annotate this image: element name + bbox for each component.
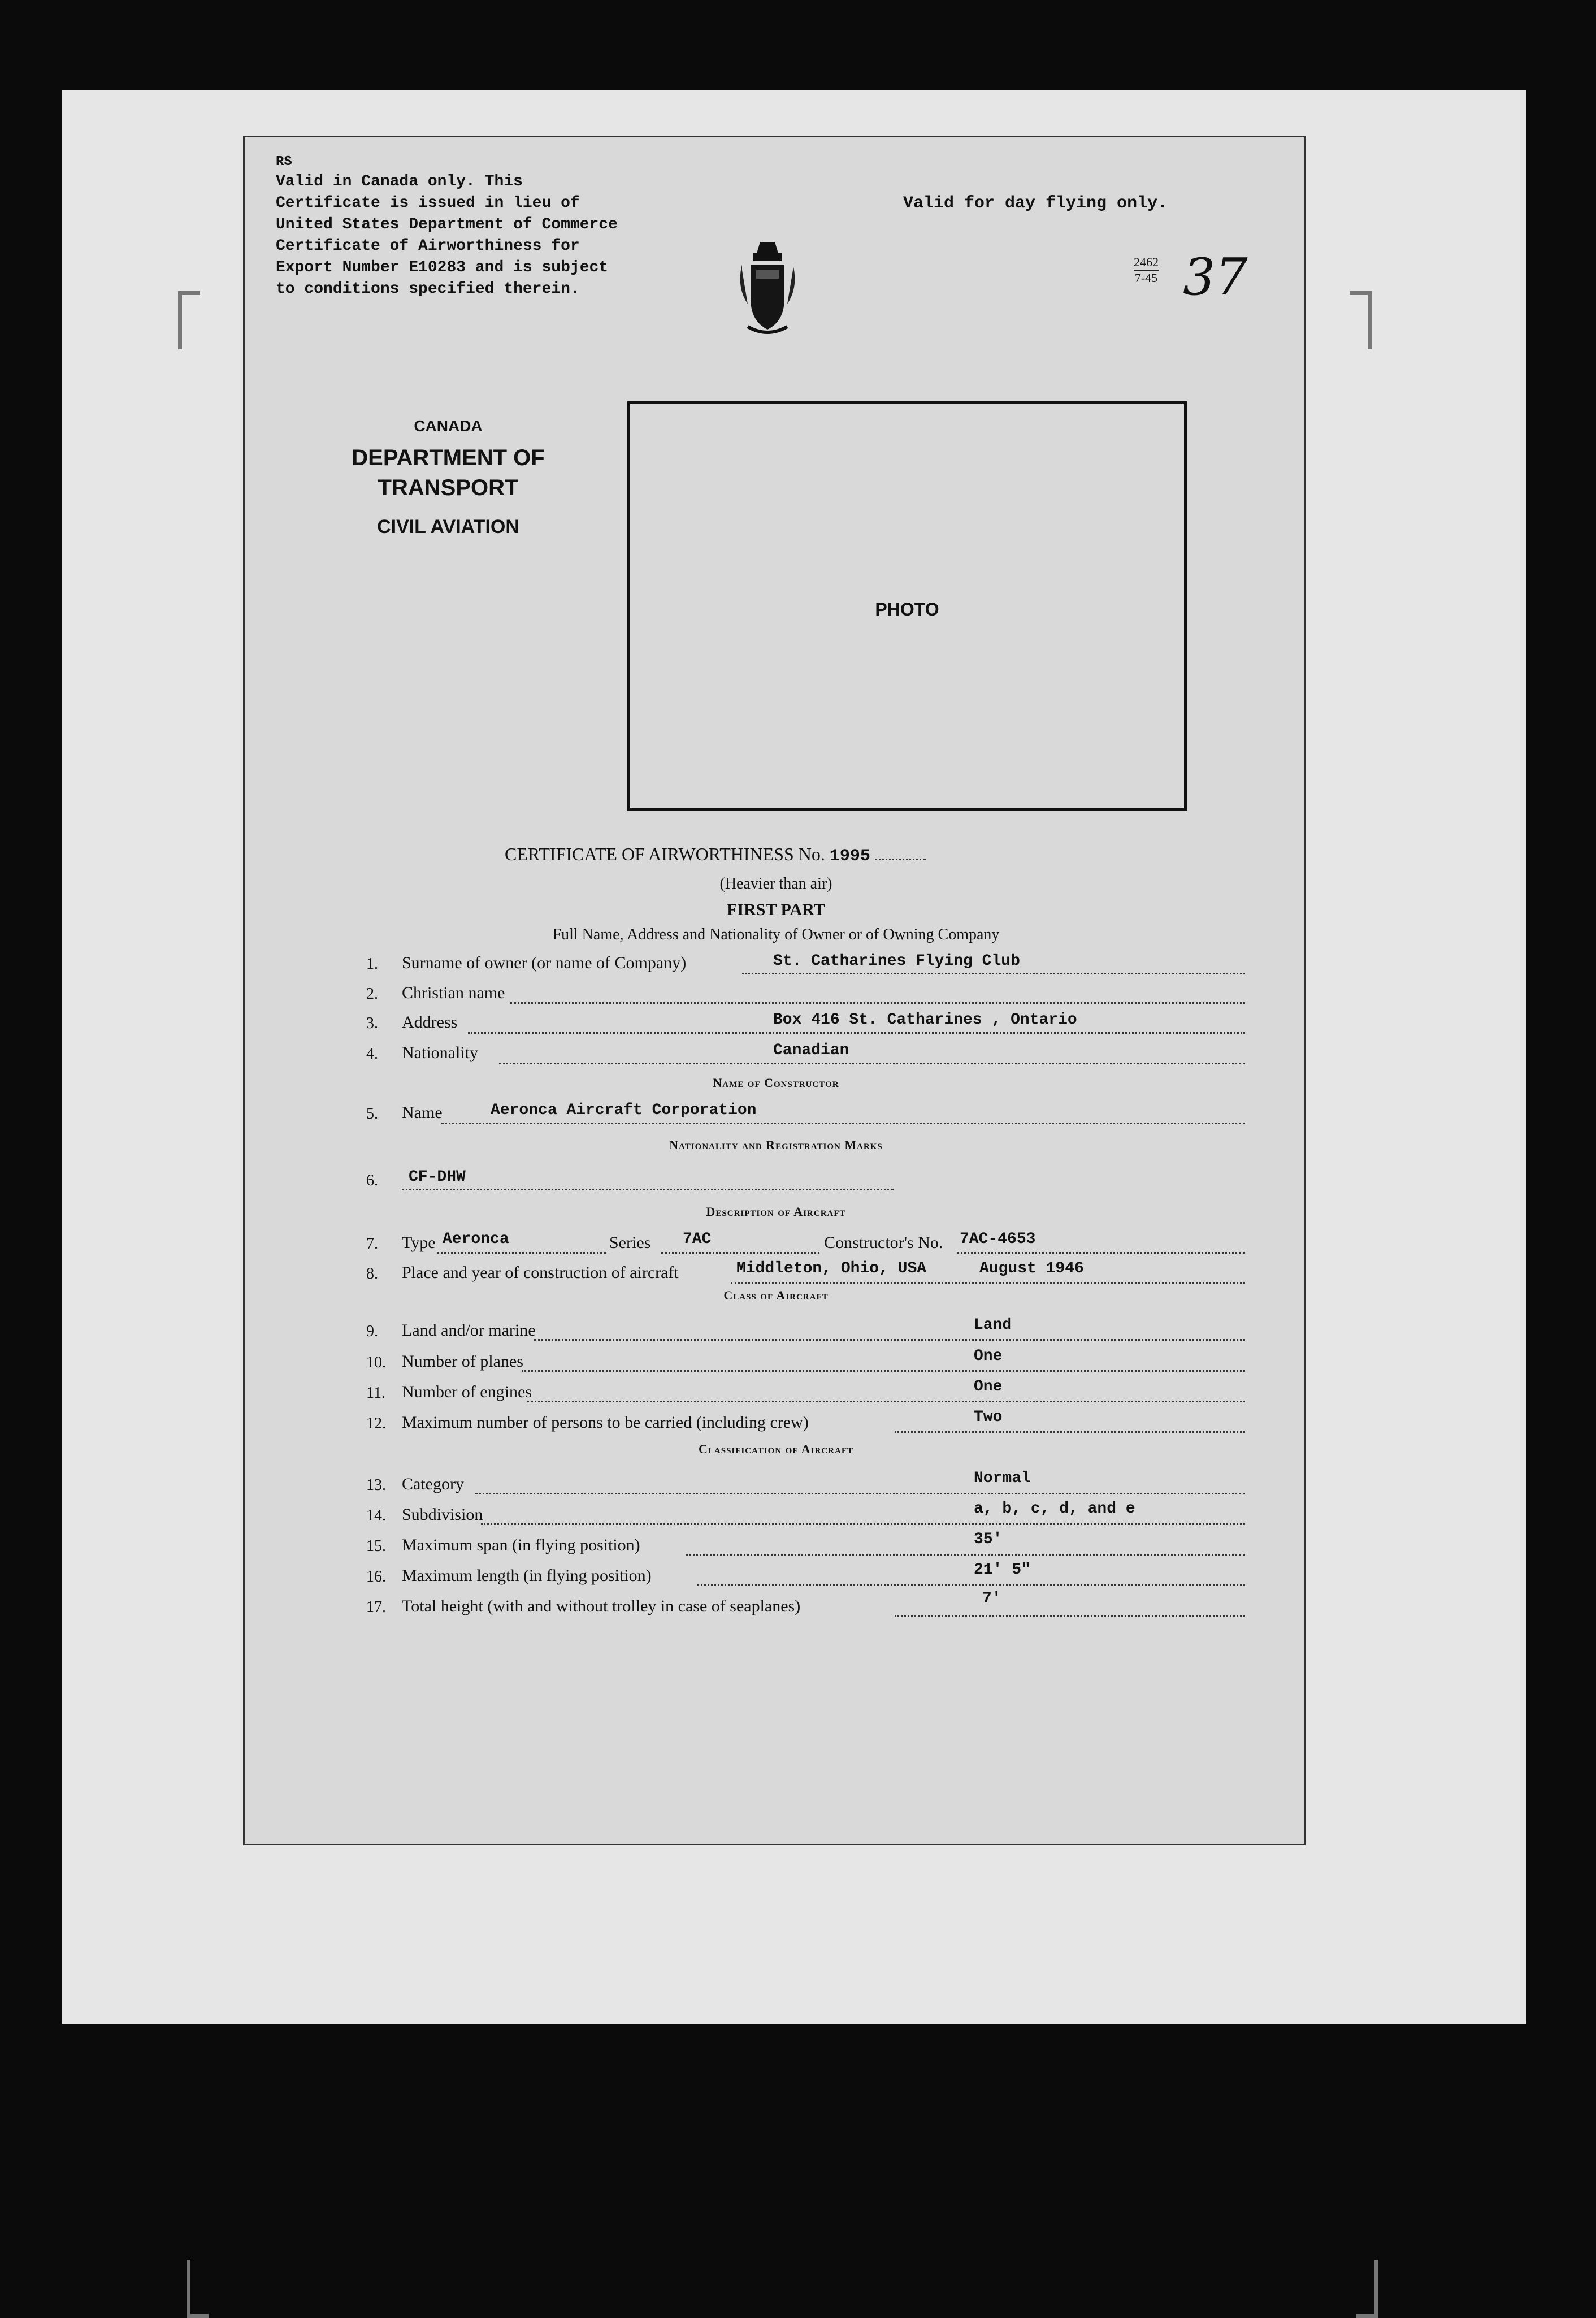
registration-value: CF-DHW <box>409 1168 466 1186</box>
dotted-line <box>686 1554 1245 1556</box>
field-label: Type <box>402 1233 436 1252</box>
span-value: 35' <box>974 1531 1003 1548</box>
constructor-no-value: 7AC-4653 <box>960 1231 1036 1248</box>
department-line2: TRANSPORT <box>378 475 519 500</box>
dotted-line <box>661 1252 819 1254</box>
field-number: 9. <box>366 1323 378 1340</box>
engines-value: One <box>974 1378 1003 1396</box>
field-number: 15. <box>366 1537 386 1555</box>
subdivision-value: a, b, c, d, and e <box>974 1500 1135 1518</box>
field-label: Category <box>402 1475 464 1493</box>
dotted-line <box>697 1584 1245 1586</box>
field-number: 1. <box>366 955 378 973</box>
section-description: Description of Aircraft <box>706 1205 846 1219</box>
field-label: Land and/or marine <box>402 1321 536 1340</box>
field-label: Surname of owner (or name of Company) <box>402 954 687 972</box>
field-number: 11. <box>366 1384 385 1402</box>
field-label: Maximum length (in flying position) <box>402 1566 652 1585</box>
dotted-line <box>895 1431 1245 1433</box>
dotted-line <box>499 1063 1245 1064</box>
field-number: 8. <box>366 1265 378 1283</box>
length-value: 21' 5" <box>974 1561 1031 1579</box>
field-label: Subdivision <box>402 1505 483 1524</box>
validity-line: Valid in Canada only. This <box>276 173 523 190</box>
certificate-title-text: CERTIFICATE OF AIRWORTHINESS No. <box>505 844 825 864</box>
owner-value: St. Catharines Flying Club <box>773 952 1020 970</box>
day-flying-note: Valid for day flying only. <box>903 194 1168 213</box>
form-number <box>1134 255 1159 285</box>
constructor-value: Aeronca Aircraft Corporation <box>491 1102 757 1119</box>
series-value: 7AC <box>683 1231 712 1248</box>
validity-line: United States Department of Commerce <box>276 216 618 233</box>
section-constructor: Name of Constructor <box>713 1076 839 1090</box>
certificate-title <box>505 844 926 866</box>
field-number: 4. <box>366 1045 378 1063</box>
validity-line: Export Number E10283 and is subject <box>276 259 609 276</box>
height-value: 7' <box>982 1590 1001 1608</box>
photo-box <box>627 401 1187 811</box>
form-code: RS <box>276 154 292 170</box>
country-label: CANADA <box>414 417 483 435</box>
field-number: 16. <box>366 1568 386 1585</box>
coat-of-arms-icon <box>731 236 804 338</box>
certificate-page <box>243 136 1306 1845</box>
crop-mark-top-left <box>178 291 200 349</box>
department-line1: DEPARTMENT OF <box>352 445 545 470</box>
field-number: 2. <box>366 985 378 1003</box>
photo-label: PHOTO <box>875 599 939 619</box>
field-number: 17. <box>366 1598 386 1616</box>
section-class: Class of Aircraft <box>723 1288 829 1302</box>
dotted-line <box>534 1339 1245 1341</box>
field-label: Maximum number of persons to be carried (including crew) <box>402 1413 809 1432</box>
field-label: Christian name <box>402 983 505 1002</box>
section-classification: Classification of Aircraft <box>699 1442 853 1456</box>
constructor-no-label: Constructor's No. <box>824 1233 943 1252</box>
dotted-line <box>402 1189 894 1190</box>
handwritten-page-number: 37 <box>1183 248 1248 307</box>
crop-mark-bottom-right <box>1356 2260 1378 2318</box>
field-number: 12. <box>366 1415 386 1432</box>
field-number: 14. <box>366 1507 386 1524</box>
validity-line: Certificate of Airworthiness for <box>276 237 580 255</box>
field-label: Place and year of construction of aircraft <box>402 1263 679 1282</box>
dotted-line <box>895 1615 1245 1617</box>
field-label: Total height (with and without trolley in case of seaplanes) <box>402 1597 801 1615</box>
dotted-line <box>481 1523 1245 1525</box>
year-value: August 1946 <box>979 1260 1084 1277</box>
planes-value: One <box>974 1348 1003 1365</box>
field-number: 5. <box>366 1105 378 1123</box>
dotted-line <box>441 1123 1245 1124</box>
section-registration: Nationality and Registration Marks <box>669 1138 883 1152</box>
type-value: Aeronca <box>443 1231 509 1248</box>
field-number: 3. <box>366 1015 378 1032</box>
place-value: Middleton, Ohio, USA <box>736 1260 927 1277</box>
field-label: Name <box>402 1103 443 1122</box>
crop-mark-top-right <box>1350 291 1372 349</box>
field-label: Number of engines <box>402 1383 532 1401</box>
dotted-line <box>957 1252 1245 1254</box>
address-value: Box 416 St. Catharines , Ontario <box>773 1011 1077 1029</box>
field-number: 13. <box>366 1476 386 1494</box>
field-label: Nationality <box>402 1043 478 1062</box>
dotted-line <box>510 1002 1245 1004</box>
category-value: Normal <box>974 1470 1031 1487</box>
dotted-line <box>731 1282 1245 1284</box>
first-part-heading: FIRST PART <box>727 900 825 919</box>
certificate-subtitle: (Heavier than air) <box>719 875 832 892</box>
validity-line: Certificate is issued in lieu of <box>276 194 580 212</box>
dotted-line <box>437 1252 606 1254</box>
dotted-line <box>527 1401 1245 1402</box>
field-label: Maximum span (in flying position) <box>402 1536 640 1554</box>
nationality-value: Canadian <box>773 1042 849 1059</box>
form-date: 7-45 <box>1134 271 1158 285</box>
field-number: 7. <box>366 1235 378 1253</box>
dotted-line <box>468 1032 1245 1034</box>
series-label: Series <box>609 1233 651 1252</box>
dotted-line <box>475 1493 1245 1494</box>
dotted-line <box>742 973 1245 974</box>
dotted-line <box>522 1370 1245 1372</box>
land-marine-value: Land <box>974 1316 1012 1334</box>
persons-value: Two <box>974 1409 1003 1426</box>
field-label: Address <box>402 1013 458 1032</box>
validity-note <box>276 171 618 300</box>
validity-line: to conditions specified therein. <box>276 280 580 298</box>
branch-label: CIVIL AVIATION <box>377 516 519 538</box>
field-label: Number of planes <box>402 1352 523 1371</box>
form-number-value: 2462 <box>1134 255 1159 269</box>
certificate-number: 1995 <box>829 847 870 866</box>
owner-heading: Full Name, Address and Nationality of Owner or of Owning Company <box>552 926 1000 943</box>
field-number: 6. <box>366 1172 378 1189</box>
crop-mark-bottom-left <box>187 2260 209 2318</box>
field-number: 10. <box>366 1354 386 1371</box>
